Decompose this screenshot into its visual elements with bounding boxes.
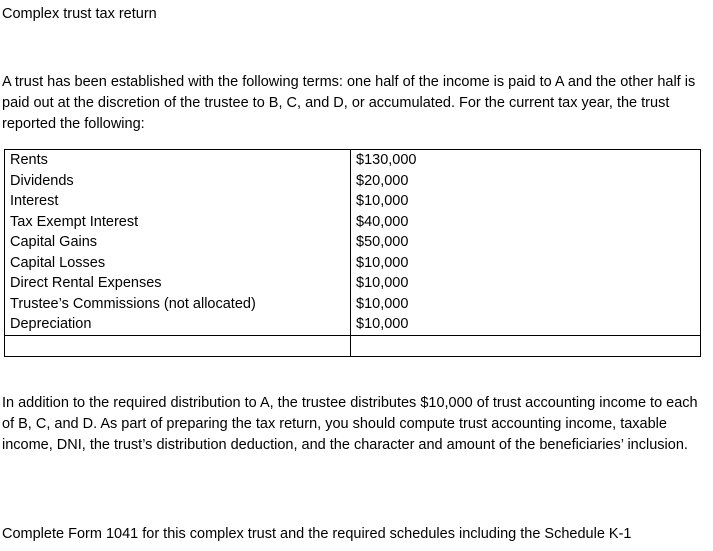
item-amount: $40,000	[356, 213, 409, 230]
item-amount: $10,000	[356, 254, 409, 271]
item-label: Capital Gains	[10, 234, 98, 250]
item-label: Capital Losses	[10, 254, 106, 271]
table-row	[5, 150, 701, 336]
document-title: Complex trust tax return	[2, 6, 157, 22]
table-row-empty	[5, 335, 701, 356]
item-amounts-cell	[351, 150, 701, 336]
item-label: Dividends	[10, 172, 74, 189]
intro-paragraph: A trust has been established with the following terms: one half of the income is paid to A and the other half is paid out at the discretion of the trustee to B, C, and D, or accumulated. For the current tax year, the trust reported the following:	[2, 74, 696, 132]
item-label: Trustee’s Commissions (not allocated)	[10, 295, 256, 312]
task-instruction: Complete Form 1041 for this complex trust and the required schedules including the Schedule K-1	[2, 526, 632, 542]
item-label: Rents	[10, 152, 48, 168]
item-label: Interest	[10, 193, 59, 209]
item-label: Direct Rental Expenses	[10, 275, 162, 291]
item-amount: $10,000	[356, 295, 409, 312]
item-labels-cell	[5, 150, 351, 336]
item-amount: $20,000	[356, 172, 409, 189]
item-amount: $130,000	[356, 152, 417, 168]
trust-items-table	[4, 149, 701, 357]
item-amount: $10,000	[356, 275, 409, 291]
followup-paragraph: In addition to the required distribution to A, the trustee distributes $10,000 of trust accounting income to each of B, C, and D. As part of preparing the tax return, you should compute trust accounting income, taxable income, DNI, the trust’s distribution deduction, and the character and amount of the beneficiaries’ inclusion.	[2, 395, 698, 453]
item-label: Depreciation	[10, 316, 92, 332]
empty-cell	[5, 335, 351, 356]
item-amount: $10,000	[356, 316, 409, 332]
item-amount: $10,000	[356, 193, 409, 209]
item-amount: $50,000	[356, 234, 409, 250]
item-label: Tax Exempt Interest	[10, 213, 139, 230]
empty-cell	[351, 335, 701, 356]
